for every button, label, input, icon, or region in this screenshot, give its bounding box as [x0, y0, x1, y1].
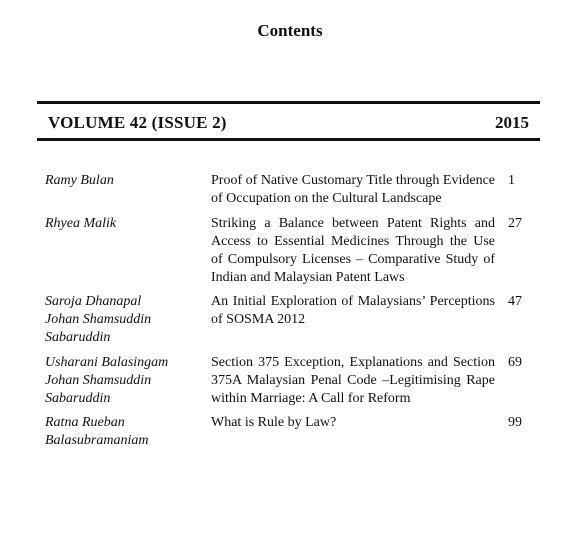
title-line: 375A Malaysian Penal Code –Legitimising Rape	[211, 373, 495, 388]
title-line: An Initial Exploration of Malaysians’ Perceptions	[211, 294, 495, 309]
author-name: Ratna Rueban	[45, 415, 125, 430]
title-line: within Marriage: A Call for Reform	[211, 391, 411, 406]
title-line: of Compulsory Licenses – Comparative Study of	[211, 252, 495, 267]
entry-page-number: 99	[508, 415, 522, 430]
title-line: Proof of Native Customary Title through Evidence	[211, 173, 495, 188]
author-name: Johan Shamsuddin	[45, 312, 152, 327]
entry-title[interactable]	[211, 293, 495, 329]
entry-authors	[45, 172, 205, 190]
entry-authors	[45, 293, 205, 347]
author-name: Sabaruddin	[45, 391, 111, 406]
entry-title[interactable]	[211, 414, 495, 432]
volume-header	[37, 101, 540, 141]
title-line: of Occupation on the Cultural Landscape	[211, 191, 442, 206]
entry-page-number: 27	[508, 216, 522, 231]
author-name: Ramy Bulan	[45, 173, 114, 188]
title-line: of SOSMA 2012	[211, 312, 306, 327]
title-line: What is Rule by Law?	[211, 415, 337, 430]
author-name: Usharani Balasingam	[45, 355, 169, 370]
title-line: Access to Essential Medicines Through the Use	[211, 234, 495, 249]
entry-page-number: 69	[508, 355, 522, 370]
title-line: Striking a Balance between Patent Rights and	[211, 216, 495, 231]
entry-title[interactable]	[211, 354, 495, 408]
author-name: Balasubramaniam	[45, 433, 149, 448]
volume-year: 2015	[495, 113, 529, 132]
entry-page-number: 1	[508, 173, 515, 188]
entry-title[interactable]	[211, 172, 495, 208]
page-title: Contents	[257, 21, 323, 40]
title-line: Section 375 Exception, Explanations and Section	[211, 355, 495, 370]
author-name: Sabaruddin	[45, 330, 111, 345]
entry-authors	[45, 354, 205, 408]
entry-authors	[45, 414, 205, 450]
author-name: Johan Shamsuddin	[45, 373, 152, 388]
entry-page-number: 47	[508, 294, 522, 309]
author-name: Rhyea Malik	[45, 216, 117, 231]
volume-label: VOLUME 42 (ISSUE 2)	[48, 113, 227, 132]
entry-title[interactable]	[211, 215, 495, 287]
entry-authors	[45, 215, 205, 233]
author-name: Saroja Dhanapal	[45, 294, 142, 309]
title-line: Indian and Malaysian Patent Laws	[211, 270, 405, 285]
